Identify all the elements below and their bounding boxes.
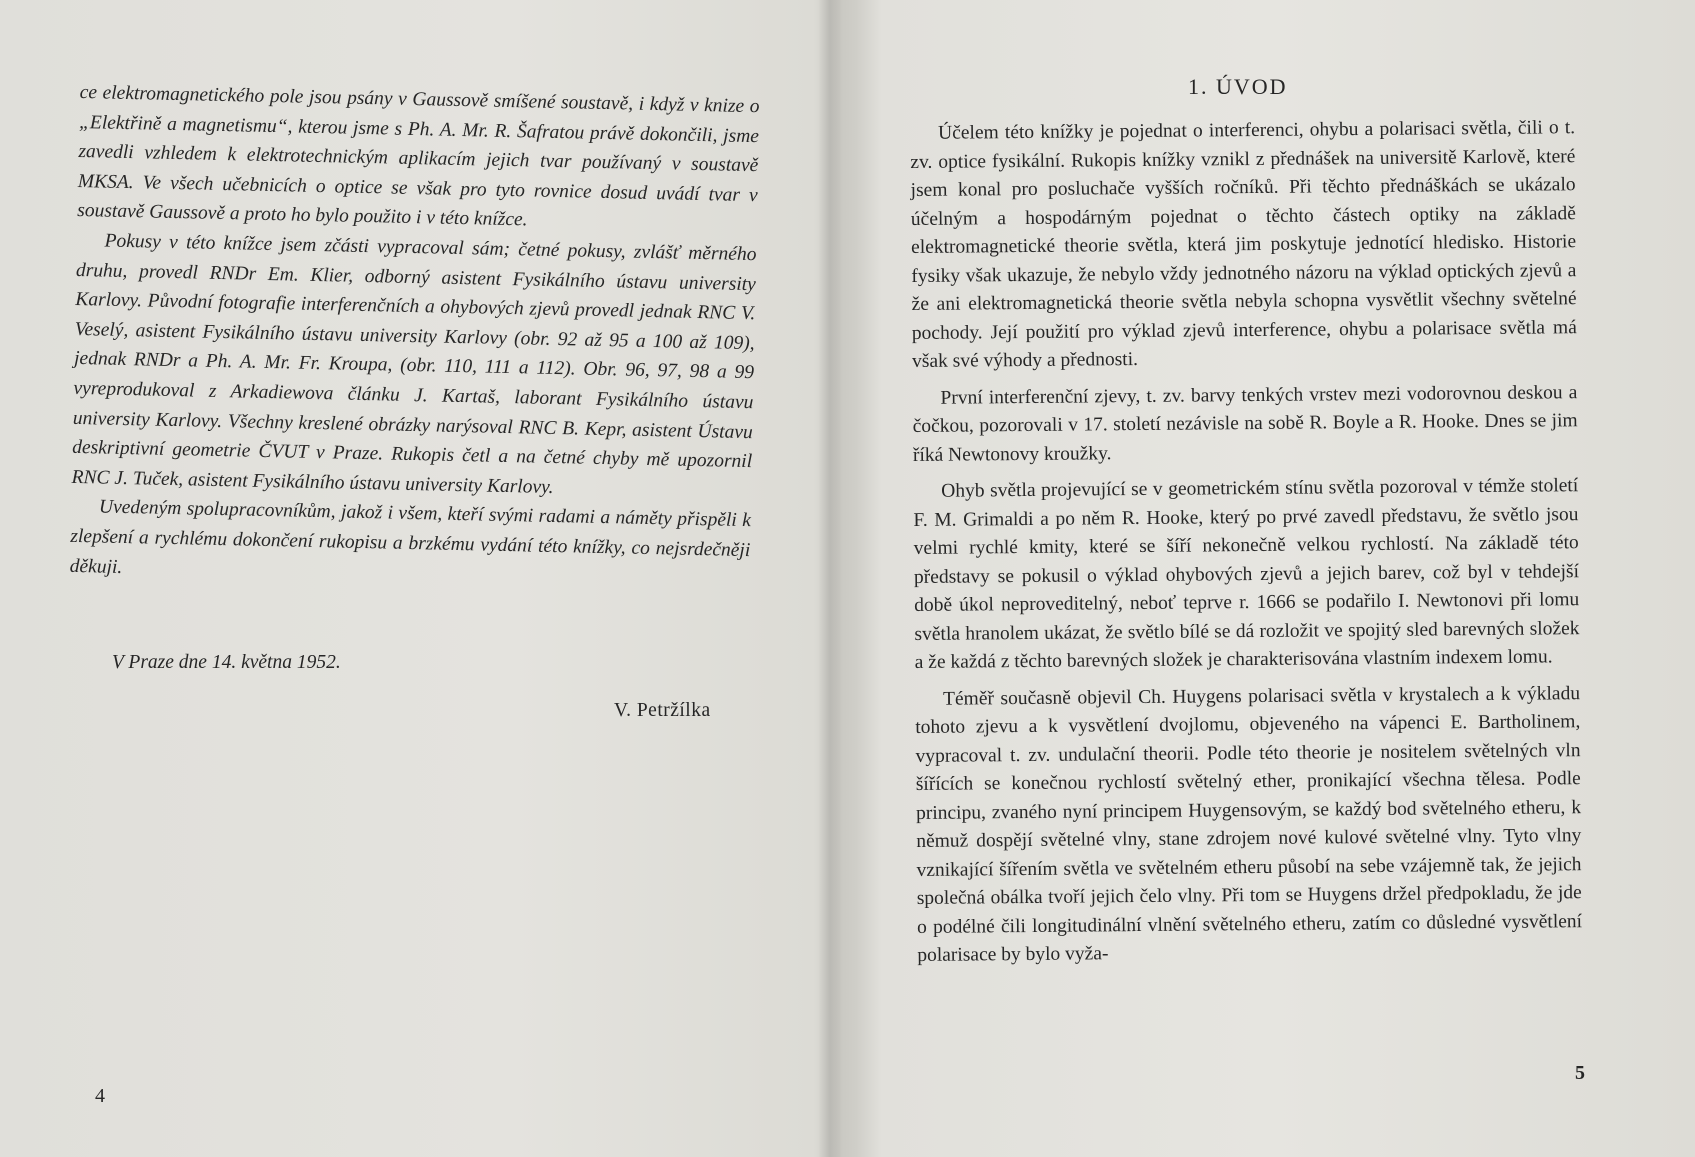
author-signature: V. Petržílka [614, 700, 711, 721]
page-number-right: 5 [1575, 1062, 1585, 1084]
place-date: V Praze dne 14. května 1952. [112, 652, 341, 673]
right-paragraph: Ohyb světla projevující se v geometrickém stínu světla pozoroval v témže století F. M. Grimaldi a po něm R. Hooke, který po prvé zavedl představu, že světlo jsou velmi rychlé kmity, které se šíří nekonečně velkou rychlostí. Na základě této představy se pokusil o výklad ohybových zjevů a jejich barev, což byl v tehdejší době úkol neproveditelný, neboť teprve r. 1666 se podařilo I. Newtonovi při lomu světla hranolem ukázat, že světlo bílé se dá rozložit ve spojitý sled barevných složek a že každá z těchto barevných složek je charakterisována vlastním indexem lomu. [913, 475, 1580, 673]
left-page [0, 0, 830, 1157]
left-paragraph: Uvedeným spolupracovníkům, jakož i všem, kteří svými radami a náměty přispěli k zlepšení a rychlému dokončení rukopisu a brzkému vydání této knížky, co nejsrdečněji děkuji. [69, 496, 752, 578]
right-paragraph: Téměř současně objevil Ch. Huygens polarisaci světla v krystalech a k výkladu tohoto zjevu a k vysvětlení dvojlomu, objeveného na vápenci E. Bartholinem, vypracoval t. zv. undulační theorii. Podle této theorie je nositelem světelných vln šířících se konečnou rychlostí světelný ether, pronikající všechna tělesa. Podle principu, zvaného nyní principem Huygensovým, se každý bod světelného etheru, k němuž dospějí světelné vlny, stane zdrojem nové kulové světelné vlny. Tyto vlny vznikající šířením světla ve světelném etheru působí na sebe vzájemně tak, že jejich společná obálka tvoří jejich čelo vlny. Při tom se Huygens držel předpokladu, že jde o podélné čili longitudinální vlnění světelného etheru, zatím co důsledné vysvětlení polarisace by bylo vyža- [915, 682, 1583, 966]
left-paragraph: ce elektromagnetického pole jsou psány v Gaussově smíšené soustavě, i když v knize o „Elektřině a magnetismu“, kterou jsme s Ph. A. Mr. R. Šafratou právě dokončili, jsme zavedli vzhledem k elektrotechnickým aplikacím jejich tvar používaný v soustavě MKSA. Ve všech učebnicích o optice se však pro tyto rovnice dosud uvádí tvar v soustavě Gaussově a proto ho bylo použito i v této knížce. [76, 81, 760, 231]
right-paragraph: První interferenční zjevy, t. zv. barvy tenkých vrstev mezi vodorovnou deskou a čočkou, pozorovali v 17. století nezávisle na sobě R. Boyle a R. Hooke. Dnes se jim říká Newtonovy kroužky. [912, 381, 1578, 466]
chapter-heading: 1. ÚVOD [1188, 74, 1288, 99]
page-number-left: 4 [95, 1085, 105, 1107]
right-page [830, 0, 1695, 1157]
left-paragraph: Pokusy v této knížce jsem zčásti vypracoval sám; četné pokusy, zvlášť měrného druhu, provedl RNDr Em. Klier, odborný asistent Fysikálního ústavu university Karlovy. Původní fotografie interferenčních a ohybových zjevů provedl jednak RNC V. Veselý, asistent Fysikálního ústavu university Karlovy (obr. 92 až 95 a 100 až 109), jednak RNDr a Ph. A. Mr. Fr. Kroupa, (obr. 110, 111 a 112). Obr. 96, 97, 98 a 99 vyreprodukoval z Arkadiewova článku J. Kartaš, laborant Fysikálního ústavu university Karlovy. Všechny kreslené obrázky narýsoval RNC B. Kepr, asistent Ústavu deskriptivní geometrie ČVUT v Praze. Rukopis četl a na četné chyby mě upozornil RNC J. Tuček, asistent Fysikálního ústavu university Karlovy. [71, 230, 757, 498]
left-page-text [69, 78, 759, 595]
right-page-text [910, 114, 1582, 978]
right-paragraph: Účelem této knížky je pojednat o interferenci, ohybu a polarisaci světla, čili o t. zv. optice fysikální. Rukopis knížky vznikl z přednášek na universitě Karlově, které jsem konal pro posluchače vyšších ročníků. Při těchto přednáškách se ukázalo účelným a hospodárným pojednat o těchto částech optiky na základě elektromagnetické theorie světla, která jim poskytuje jednotící hledisko. Historie fysiky však ukazuje, že nebylo vždy jednotného názoru na výklad optických zjevů a že ani elektromagnetická theorie světla nebyla schopna vysvětlit všechny světelné pochody. Její použití pro výklad zjevů interference, ohybu a polarisace světla má však své výhody a přednosti. [910, 117, 1577, 372]
